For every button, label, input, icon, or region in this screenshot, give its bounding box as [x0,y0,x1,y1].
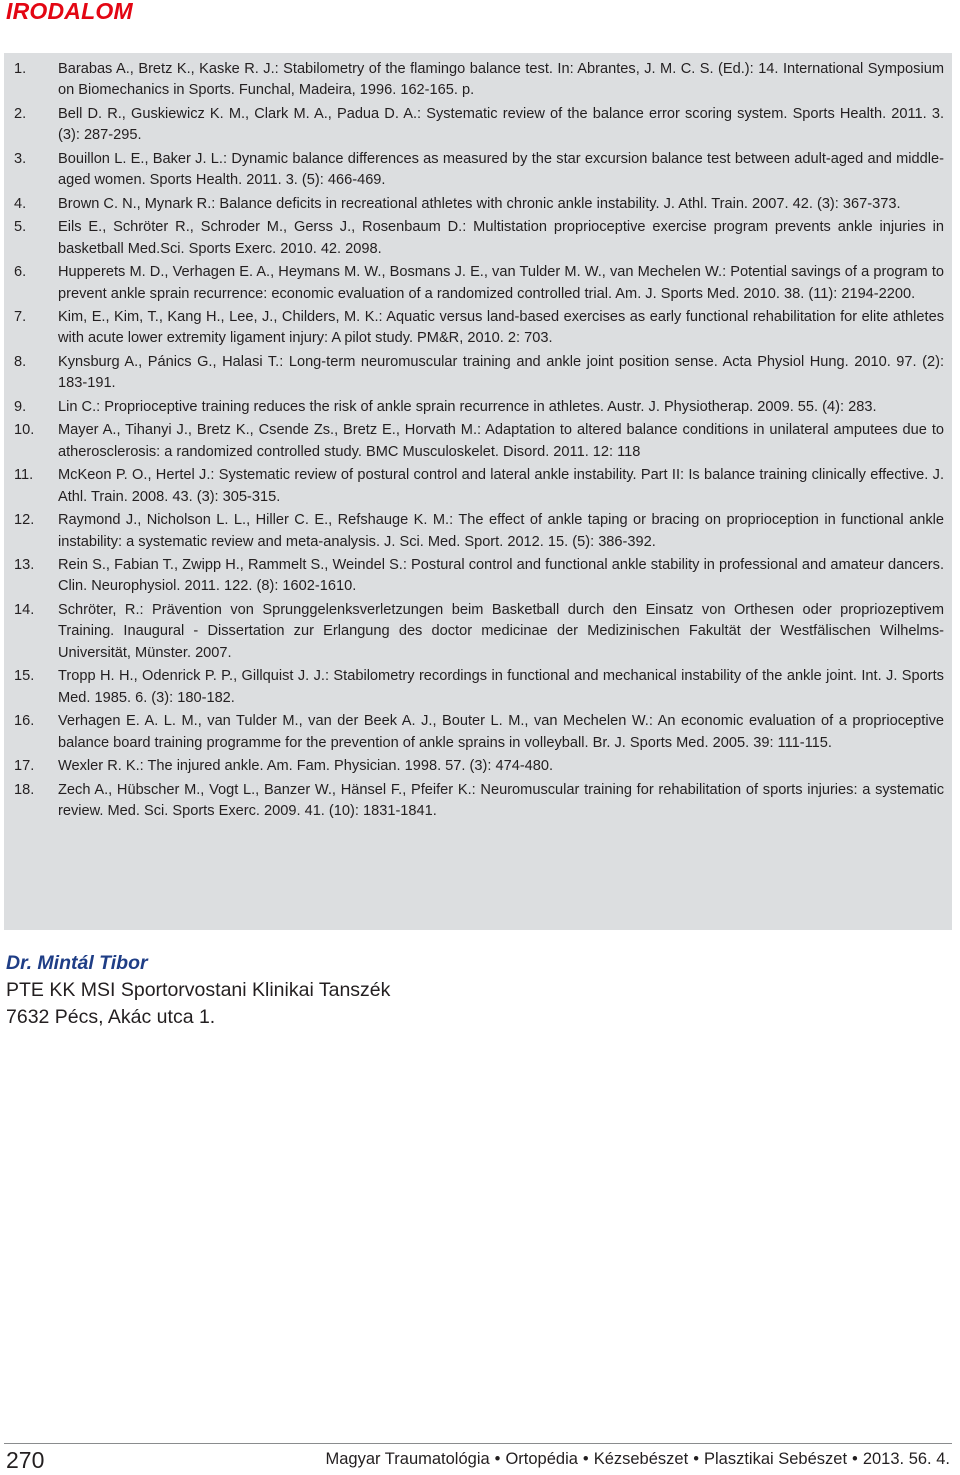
reference-item [14,307,944,350]
reference-text: : Aquatic versus land-based exercises as early functional rehabilitation for elite athletes with acute lower extremity ligament injury: A pilot study. PM&R, 2010. 2: 703. [58,309,944,347]
bullet-separator: • [693,1450,699,1468]
bullet-separator: • [582,1450,589,1468]
reference-authors: Kynsburg A., Pánics G., Halasi T. [58,353,280,370]
reference-number: 12. [14,512,35,529]
reference-authors: Wexler R. K. [58,758,140,775]
reference-authors: Bell D. R., Guskiewicz K. M., Clark M. A., Padua D. A. [58,105,418,122]
reference-authors: Raymond J., Nicholson L. L., Hiller C. E., Refshauge K. M. [58,512,450,529]
reference-authors: Brown C. N., Mynark R. [58,195,212,212]
reference-text: : Systematic review of postural control and lateral ankle instability. Part II: Is balance training clinically effective. J. Athl. Train. 2008. 43. (3): 305-315. [58,467,945,505]
journal-part: Ortopédia [505,1450,578,1468]
reference-text: : Multistation proprioceptive exercise program prevents ankle injuries in basketball Med.Sci. Sports Exerc. 2010. 42. 2098. [58,219,944,257]
reference-authors: Schröter, R. [58,601,140,618]
author-affiliation: PTE KK MSI Sportorvostani Klinikai Tanszék [6,979,391,1001]
reference-number: 3. [14,150,27,167]
reference-number: 11. [14,467,34,484]
reference-authors: Eils E., Schröter R., Schroder M., Gerss J., Rosenbaum D. [58,219,463,236]
journal-part: Magyar Traumatológia [325,1450,490,1468]
reference-item [14,756,944,777]
reference-text: : Balance deficits in recreational athletes with chronic ankle instability. J. Athl. Train. 2007. 42. (3): 367-373. [211,195,901,212]
reference-text: : Neuromuscular training for rehabilitation of sports injuries: a systematic review. Med. Sci. Sports Exerc. 2009. 41. (10): 1831-1841. [58,781,944,819]
reference-text: : The injured ankle. Am. Fam. Physician. 1998. 57. (3): 474-480. [139,758,554,775]
reference-item [14,217,944,260]
bullet-separator: • [852,1450,858,1468]
reference-number: 8. [14,353,27,370]
reference-item [14,59,944,102]
reference-text: : Potential savings of a program to prevent ankle sprain recurrence: economic evaluation of a randomized controlled trial. Am. J. Sports Med. 2010. 38. (11): 2194-2200. [58,264,944,302]
reference-item [14,397,944,418]
reference-number: 7. [14,309,27,326]
reference-authors: Bouillon L. E., Baker J. L. [58,150,223,167]
reference-number: 5. [14,219,27,236]
reference-authors: Zech A., Hübscher M., Vogt L., Banzer W., Hänsel F., Pfeifer K. [58,781,472,798]
reference-text: : Stabilometry of the flamingo balance test. In: Abrantes, J. M. C. S. (Ed.): 14. International Symposium on Biomechanics in Sports. Funchal, Madeira, 1996. 162-165. p. [58,61,944,99]
author-name: Dr. Mintál Tibor [6,952,148,974]
reference-text: : Prävention von Sprunggelenksverletzungen beim Basketball durch den Einsatz von Orthesen oder propriozeptivem Training. Inaugural - Dissertation zur Erlangung des doctor medicinae der Medizinischen Fakultät der Westfälischen Wilhelms-Universität, Münster. 2007. [58,601,944,661]
page-number: 270 [6,1447,45,1473]
reference-item [14,262,944,305]
reference-text: : Long-term neuromuscular training and ankle joint position sense. Acta Physiol Hung. 2010. 97. (2): 183-191. [58,353,944,392]
reference-item [14,420,944,463]
reference-authors: Rein S., Fabian T., Zwipp H., Rammelt S., Weindel S. [58,557,403,574]
reference-authors: Kim, E., Kim, T., Kang H., Lee, J., Childers, M. K. [58,309,379,326]
reference-number: 10. [14,422,35,439]
reference-number: 15. [14,668,35,685]
references-box [4,53,952,930]
reference-number: 13. [14,557,35,574]
reference-number: 4. [14,195,27,212]
journal-part: 2013. 56. 4. [862,1450,950,1468]
bullet-separator: • [494,1450,501,1468]
reference-item [14,666,944,709]
reference-number: 6. [14,264,27,281]
reference-authors: Barabas A., Bretz K., Kaske R. J. [58,61,275,77]
reference-authors: Mayer A., Tihanyi J., Bretz K., Csende Zs., Bretz E., Horvath M. [58,422,478,439]
reference-authors: Hupperets M. D., Verhagen E. A., Heymans M. W., Bosmans J. E., van Tulder M. W., van Mechelen W. [58,264,723,281]
reference-number: 14. [14,601,35,618]
reference-authors: Verhagen E. A. L. M., van Tulder M., van der Beek A. J., Bouter L. M., van Mechelen W. [58,713,649,730]
author-block [6,950,390,1031]
reference-list [14,59,944,822]
reference-number: 18. [14,781,35,798]
reference-item [14,600,944,664]
reference-number: 17. [14,758,35,775]
reference-item [14,555,944,598]
reference-text: : Adaptation to altered balance conditions in unilateral amputees due to atherosclerosis: a randomized controlled study. BMC Musculoskelet. Disord. 2011. 12: 118 [58,422,944,460]
reference-text: : The effect of ankle taping or bracing on proprioception in functional ankle instability: a systematic review and meta-analysis. J. Sci. Med. Sport. 2012. 15. (5): 386-392. [58,512,944,550]
reference-item [14,711,944,754]
reference-authors: Lin C. [58,398,97,415]
reference-number: 2. [14,105,27,122]
journal-part: Plasztikai Sebészet [703,1450,848,1468]
author-address: 7632 Pécs, Akác utca 1. [6,1006,216,1028]
reference-text: : Proprioceptive training reduces the risk of ankle sprain recurrence in athletes. Austr. J. Physiotherap. 2009. 55. (4): 283. [96,398,877,415]
reference-number: 16. [14,713,35,730]
reference-item [14,510,944,553]
reference-item [14,352,944,395]
reference-authors: Tropp H. H., Odenrick P. P., Gillquist J. J. [58,668,325,685]
reference-item [14,465,944,508]
reference-text: : Dynamic balance differences as measured by the star excursion balance test between adult-aged and middle-aged women. Sports Health. 2011. 3. (5): 466-469. [58,150,945,189]
footer-divider [4,1443,952,1444]
reference-authors: McKeon P. O., Hertel J. [58,467,211,484]
reference-item [14,104,944,147]
reference-text: : Stabilometry recordings in functional and mechanical instability of the ankle joint. Int. J. Sports Med. 1985. 6. (3): 180-182. [58,668,944,706]
reference-text: : An economic evaluation of a proprioceptive balance board training programme for the prevention of ankle sprains in volleyball. Br. J. Sports Med. 2005. 39: 111-115. [58,713,944,751]
reference-item [14,780,944,823]
reference-item [14,194,944,215]
reference-number: 9. [14,398,27,415]
journal-citation [326,1448,951,1470]
reference-text: : Systematic review of the balance error scoring system. Sports Health. 2011. 3. (3): 287-295. [58,105,945,144]
reference-number: 1. [14,61,27,77]
section-title: IRODALOM [6,0,133,24]
journal-part: Kézsebészet [593,1450,689,1468]
reference-item [14,149,944,192]
reference-text: : Postural control and functional ankle stability in professional and amateur dancers. Clin. Neurophysiol. 2011. 122. (8): 1602-1610. [58,557,945,595]
